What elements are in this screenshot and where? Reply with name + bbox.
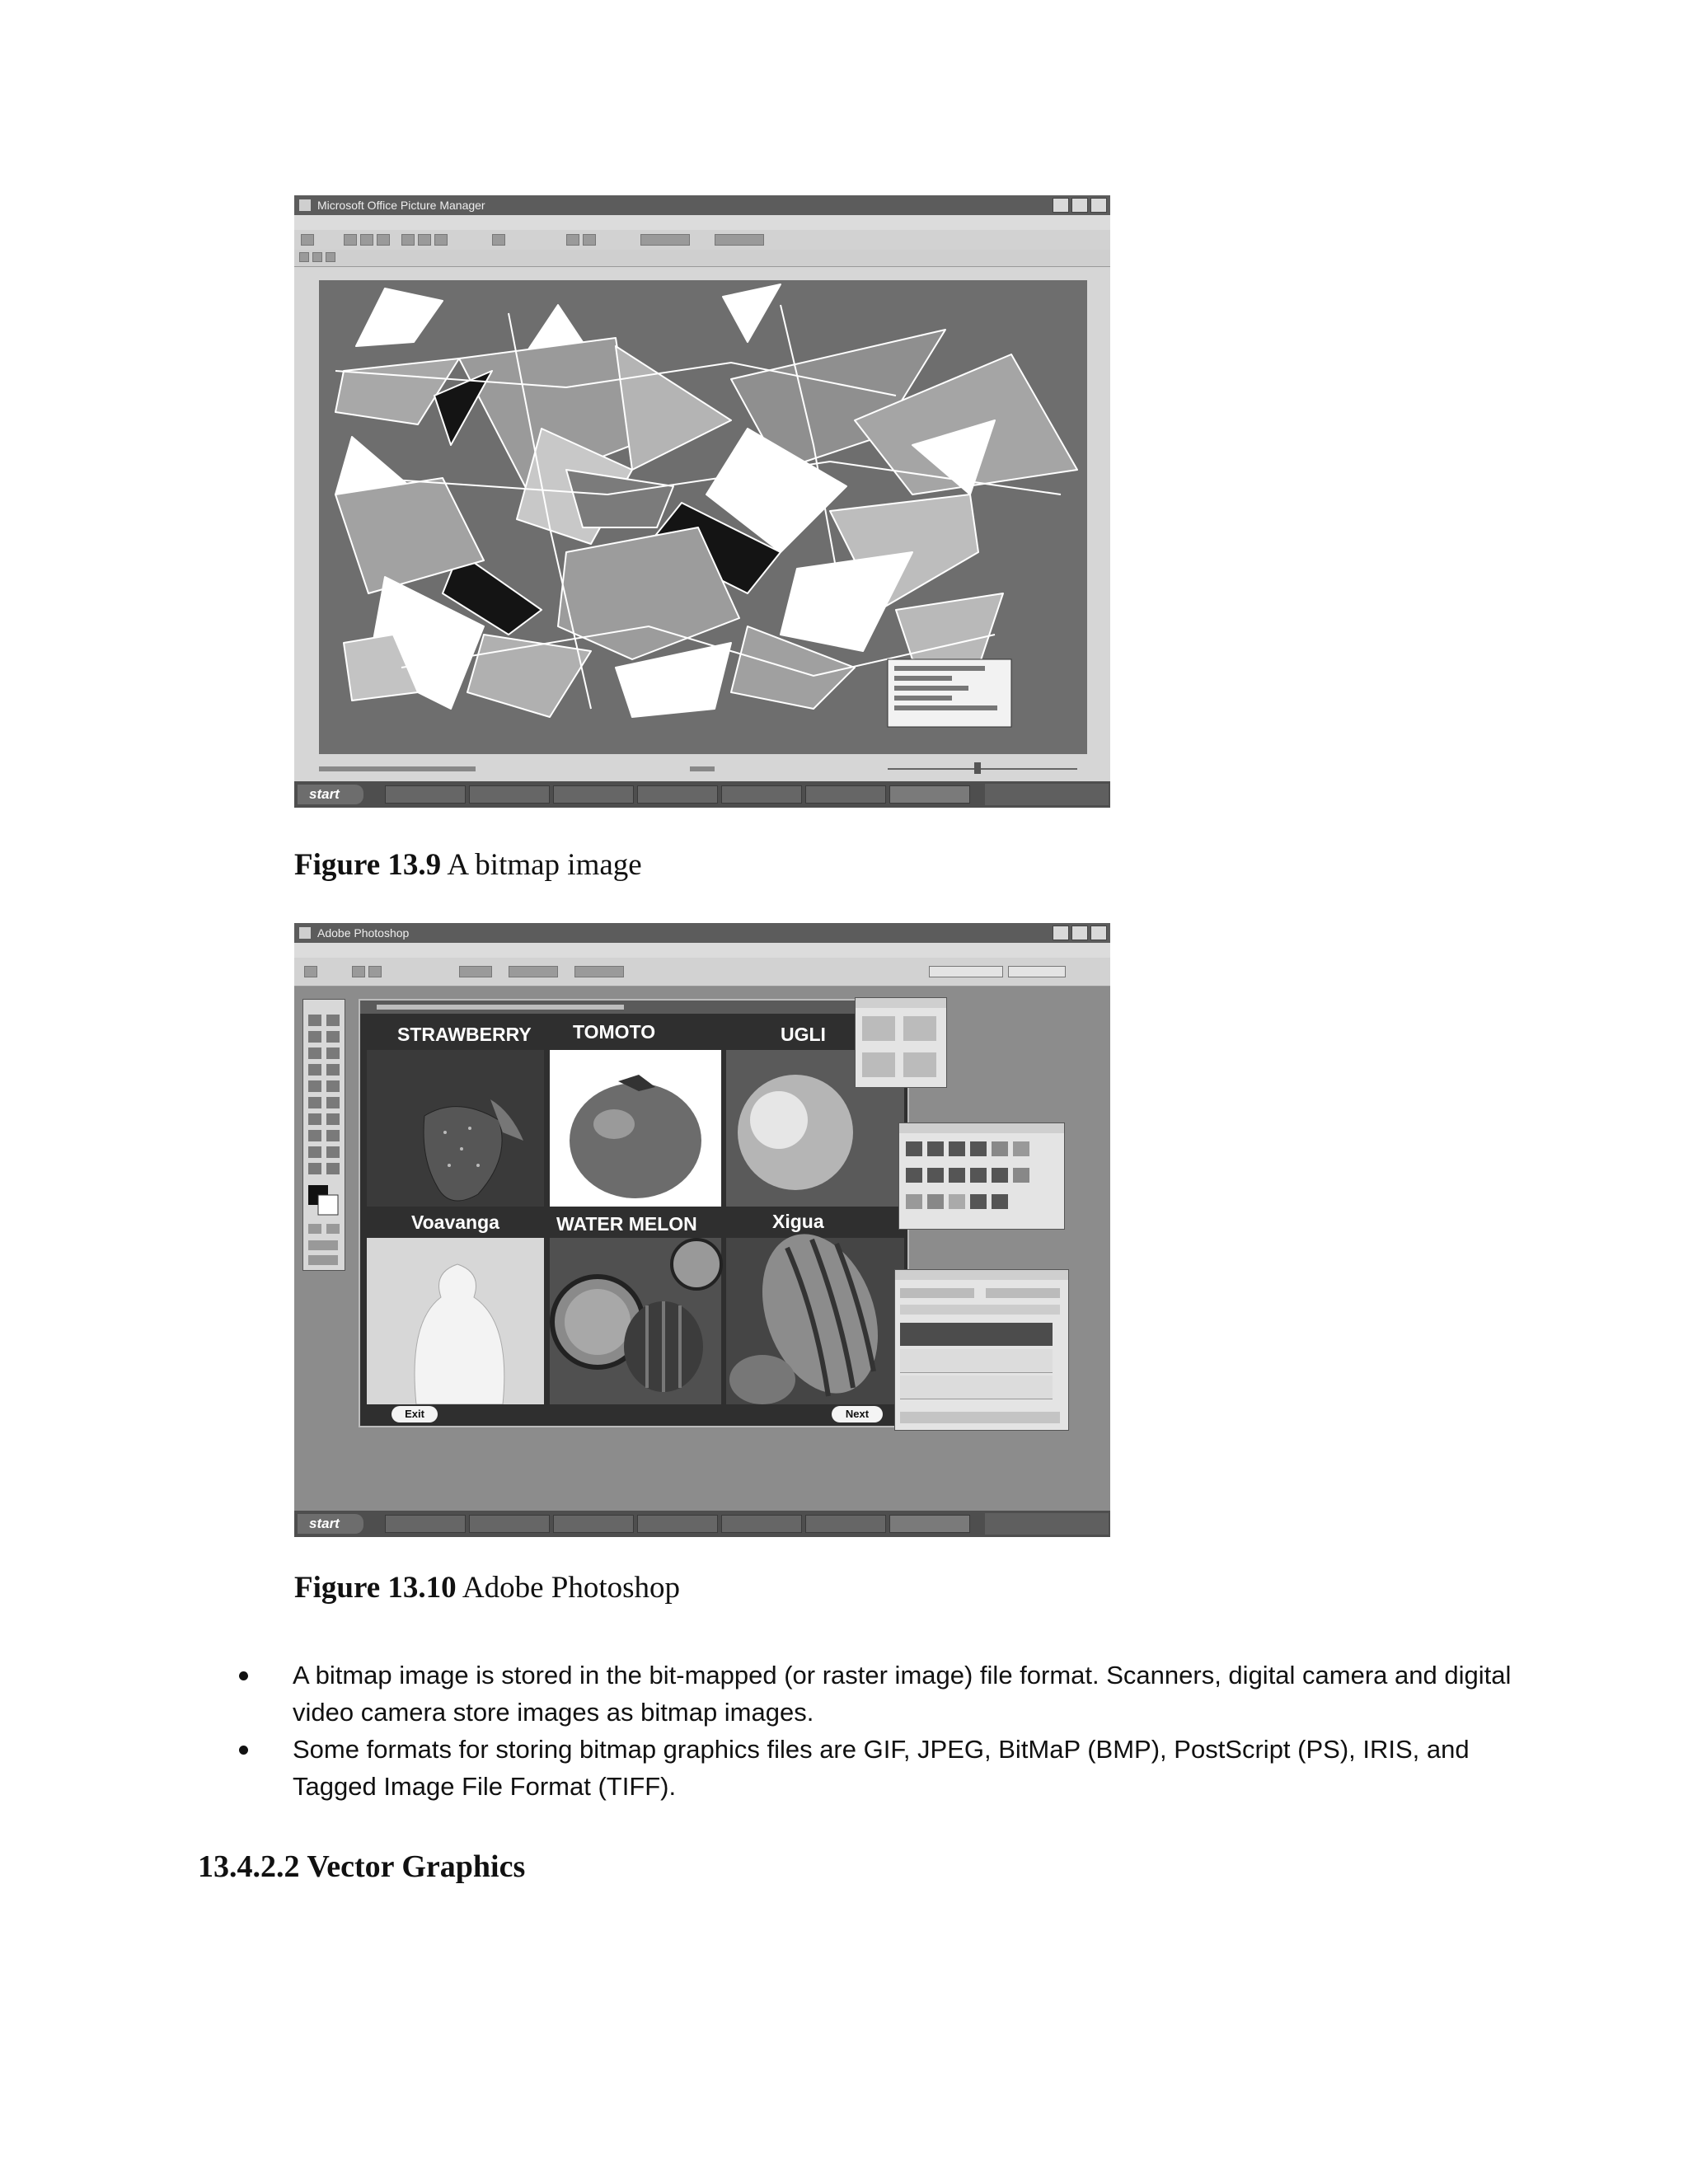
bitmap-artwork (319, 280, 1087, 754)
close-icon (1090, 198, 1107, 213)
picture-manager-statusbar (294, 760, 1110, 778)
picture-manager-toolbar-2 (294, 250, 1110, 267)
app-icon (299, 199, 311, 211)
system-tray (985, 1513, 1109, 1535)
minimize-icon (1053, 926, 1069, 940)
bullet-text: Some formats for storing bitmap graphics files are GIF, JPEG, BitMaP (BMP), PostScript (PS), IRIS, and Tagged Image File Format (TIFF). (293, 1735, 1470, 1801)
window-buttons (1053, 198, 1107, 213)
label-xigua: Xigua (772, 1211, 824, 1232)
info-palette (855, 997, 947, 1088)
app-icon (299, 927, 311, 939)
figure-13-10-text: Adobe Photoshop (462, 1571, 681, 1605)
photoshop-options-bar (294, 958, 1110, 987)
photoshop-titlebar (294, 923, 1110, 943)
tools-palette (302, 999, 345, 1271)
section-heading: 13.4.2.2 Vector Graphics (198, 1849, 526, 1884)
layer-row-selected (900, 1323, 1053, 1346)
minimize-icon (1053, 198, 1069, 213)
figure-13-9-caption (294, 847, 642, 883)
bullet-item (239, 1657, 1525, 1731)
layers-palette (894, 1269, 1069, 1431)
maximize-icon (1071, 198, 1088, 213)
figure-13-10-caption (294, 1570, 680, 1605)
label-ugli: UGLI (781, 1024, 826, 1045)
maximize-icon (1071, 926, 1088, 940)
document-window (359, 999, 909, 1427)
figure-13-10-screenshot (294, 923, 1110, 1537)
label-strawberry: STRAWBERRY (397, 1024, 532, 1045)
figure-13-10-number: Figure 13.10 (294, 1571, 457, 1605)
zoom-slider-thumb (974, 762, 981, 774)
bullet-list (239, 1657, 1525, 1805)
picture-manager-titlebar (294, 195, 1110, 215)
picture-manager-toolbar (294, 230, 1110, 251)
start-button: start (298, 785, 363, 804)
close-icon (1090, 926, 1107, 940)
photoshop-menubar (294, 943, 1110, 958)
figure-13-9-screenshot (294, 195, 1110, 808)
label-voavanga: Voavanga (411, 1212, 499, 1233)
start-button: start (298, 1514, 363, 1534)
zoom-slider (888, 768, 1077, 770)
photoshop-taskbar (294, 1511, 1110, 1537)
next-button: Next (832, 1406, 883, 1422)
picture-manager-menubar (294, 215, 1110, 230)
styles-palette (898, 1122, 1065, 1230)
figure-13-9-number: Figure 13.9 (294, 848, 442, 882)
picture-manager-taskbar (294, 781, 1110, 808)
bullet-text: A bitmap image is stored in the bit-mapped (or raster image) file format. Scanners, digital camera and digital video camera store images as bitmap images. (293, 1661, 1512, 1727)
exit-button: Exit (392, 1406, 438, 1422)
photoshop-title: Adobe Photoshop (317, 926, 410, 940)
system-tray (985, 784, 1109, 805)
label-watermelon: WATER MELON (556, 1213, 697, 1235)
document-titlebar (360, 1001, 907, 1014)
layer-row (900, 1376, 1053, 1399)
figure-13-9-text: A bitmap image (447, 848, 642, 882)
bullet-item (239, 1731, 1525, 1805)
bullet-dot (239, 1671, 248, 1680)
layer-row (900, 1349, 1053, 1373)
label-tomoto: TOMOTO (573, 1021, 656, 1043)
bullet-dot (239, 1746, 248, 1755)
picture-manager-title: Microsoft Office Picture Manager (317, 199, 485, 212)
fruit-photo-grid (367, 1050, 904, 1404)
window-buttons (1053, 926, 1107, 940)
